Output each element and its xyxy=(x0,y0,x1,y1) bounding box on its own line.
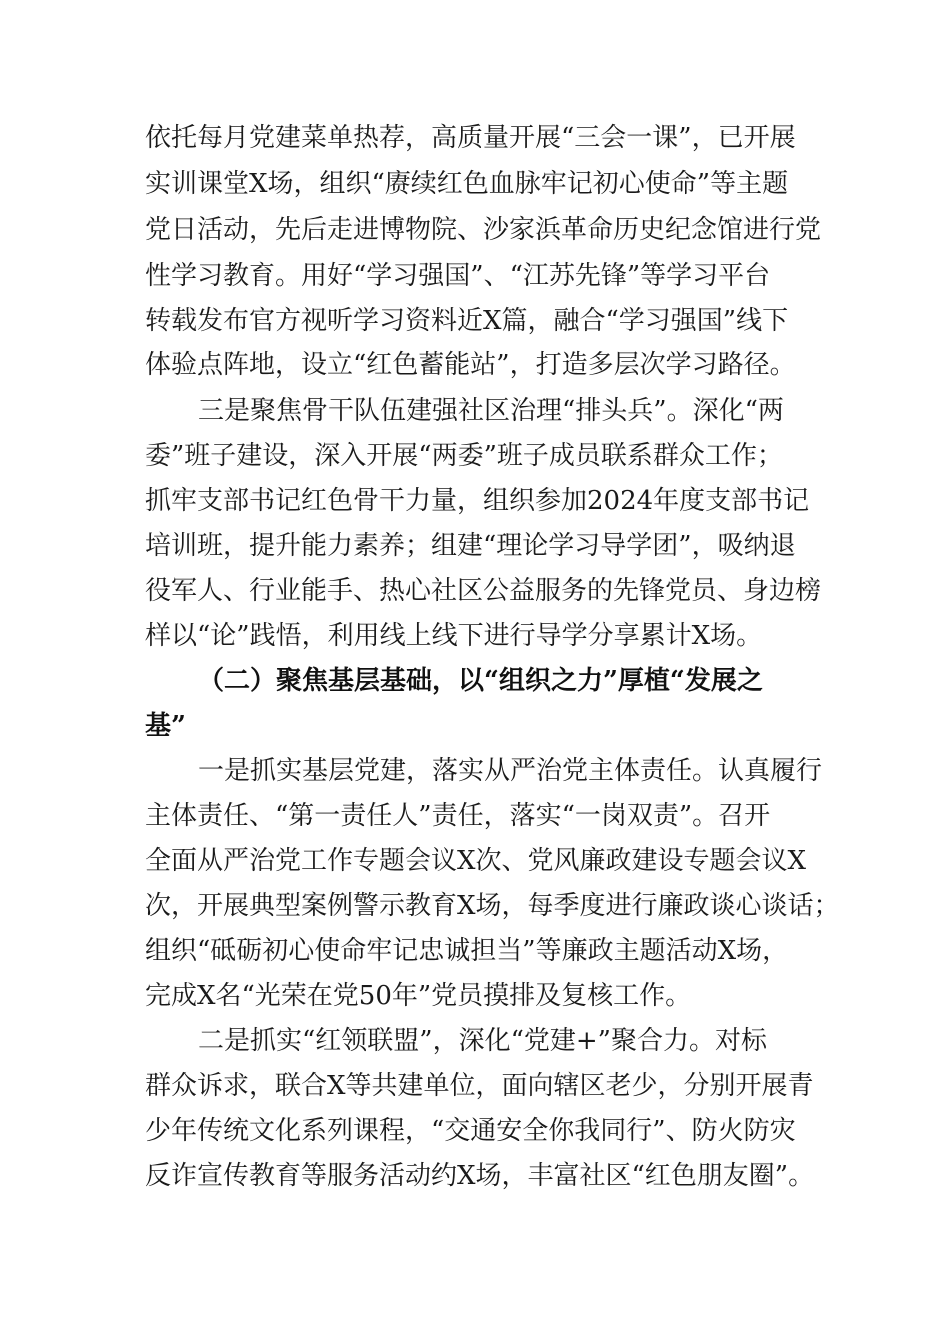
paragraph-line: 二是抓实“红领联盟”，深化“党建+”聚合力。对标 xyxy=(198,1026,767,1056)
paragraph-line: 依托每月党建菜单热荐，高质量开展“三会一课”，已开展 xyxy=(145,123,796,153)
section-heading: （二）聚焦基层基础，以“组织之力”厚植“发展之 xyxy=(198,666,763,696)
paragraph-line: 役军人、行业能手、热心社区公益服务的先锋党员、身边榜 xyxy=(145,576,822,606)
paragraph-line: 体验点阵地，设立“红色蓄能站”，打造多层次学习路径。 xyxy=(145,350,796,380)
paragraph-line: 群众诉求，联合X等共建单位，面向辖区老少，分别开展青 xyxy=(145,1071,814,1101)
paragraph-line: 一是抓实基层党建，落实从严治党主体责任。认真履行 xyxy=(198,756,823,786)
paragraph-line: 三是聚焦骨干队伍建强社区治理“排头兵”。深化“两 xyxy=(198,396,784,426)
paragraph-line: 培训班，提升能力素养；组建“理论学习导学团”，吸纳退 xyxy=(145,531,796,561)
paragraph-line: 组织“砥砺初心使命牢记忠诚担当”等廉政主题活动X场， xyxy=(145,936,789,966)
paragraph-line: 抓牢支部书记红色骨干力量，组织参加2024年度支部书记 xyxy=(145,486,810,516)
paragraph-line: 党日活动，先后走进博物院、沙家浜革命历史纪念馆进行党 xyxy=(145,215,822,245)
paragraph-line: 主体责任、“第一责任人”责任，落实“一岗双责”。召开 xyxy=(145,801,771,831)
paragraph-line: 次，开展典型案例警示教育X场，每季度进行廉政谈心谈话； xyxy=(145,891,840,921)
paragraph-line: 性学习教育。用好“学习强国”、“江苏先锋”等学习平台 xyxy=(145,261,771,291)
paragraph-line: 完成X名“光荣在党50年”党员摸排及复核工作。 xyxy=(145,981,692,1011)
paragraph-line: 少年传统文化系列课程，“交通安全你我同行”、防火防灾 xyxy=(145,1116,796,1146)
paragraph-line: 全面从严治党工作专题会议X次、党风廉政建设专题会议X xyxy=(145,846,807,876)
paragraph-line: 样以“论”践悟，利用线上线下进行导学分享累计X场。 xyxy=(145,621,763,651)
paragraph-line: 反诈宣传教育等服务活动约X场，丰富社区“红色朋友圈”。 xyxy=(145,1161,815,1191)
paragraph-line: 实训课堂X场，组织“赓续红色血脉牢记初心使命”等主题 xyxy=(145,169,789,199)
section-heading-continued: 基” xyxy=(145,711,186,741)
paragraph-line: 转载发布官方视听学习资料近X篇，融合“学习强国”线下 xyxy=(145,306,789,336)
paragraph-line: 委”班子建设，深入开展“两委”班子成员联系群众工作； xyxy=(145,441,783,471)
